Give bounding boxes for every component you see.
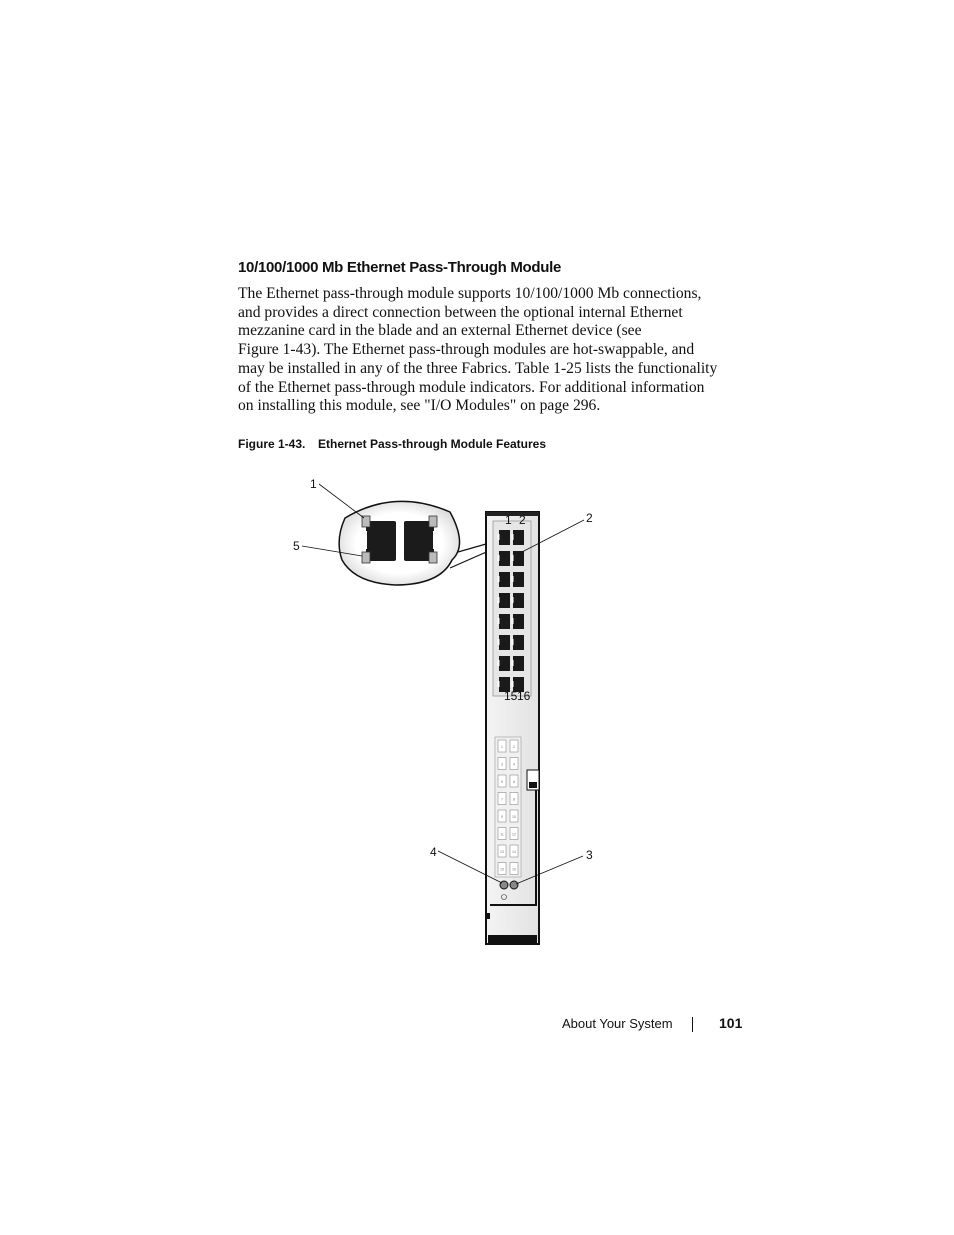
- callout-3: 3: [586, 848, 593, 862]
- status-indicator-icon: [510, 881, 518, 889]
- page-number: 101: [719, 1015, 743, 1031]
- rj45-port-enlarged: [366, 521, 396, 561]
- rj45-port: [499, 593, 510, 608]
- footer-section-title: About Your System: [562, 1016, 673, 1031]
- rj45-port: [513, 593, 524, 608]
- port-label: 16: [517, 689, 531, 703]
- port-status-led-label: 1: [501, 745, 503, 749]
- callout-1: 1: [310, 477, 317, 491]
- port-notch: [498, 555, 500, 561]
- section-heading: 10/100/1000 Mb Ethernet Pass-Through Module: [238, 259, 562, 276]
- rj45-port: [513, 614, 524, 629]
- port-status-led-label: 6: [513, 780, 515, 784]
- port-status-led-panel: [495, 737, 521, 877]
- rj45-port: [499, 656, 510, 671]
- port-notch: [512, 576, 514, 582]
- port-status-led-label: 9: [501, 815, 503, 819]
- rj45-port: [513, 551, 524, 566]
- rj45-port: [499, 614, 510, 629]
- rj45-port: [499, 635, 510, 650]
- port-label: 1: [505, 513, 512, 527]
- port-status-led-label: 12: [512, 832, 516, 837]
- port-notch: [498, 618, 500, 624]
- callout-2: 2: [586, 511, 593, 525]
- rj45-port: [513, 572, 524, 587]
- paragraph-line: may be installed in any of the three Fabrics. Table 1-25 lists the functionality: [238, 359, 718, 377]
- paragraph-line: mezzanine card in the blade and an external Ethernet device (see: [238, 322, 642, 340]
- paragraph-line: Figure 1-43). The Ethernet pass-through modules are hot-swappable, and: [238, 341, 695, 359]
- footer-divider: [692, 1017, 693, 1032]
- port-label: 2: [519, 513, 526, 527]
- callout-4: 4: [430, 845, 437, 859]
- port-status-led-label: 15: [500, 867, 504, 872]
- callout-5: 5: [293, 539, 300, 553]
- rj45-port: [513, 656, 524, 671]
- activity-led-icon: [362, 552, 370, 563]
- port-label: 15: [504, 689, 518, 703]
- port-notch: [512, 534, 514, 540]
- paragraph-line: and provides a direct connection between the optional internal Ethernet: [238, 303, 683, 321]
- port-status-led-label: 5: [501, 780, 503, 784]
- port-status-led-label: 2: [513, 745, 515, 749]
- port-status-led-label: 11: [500, 832, 504, 837]
- port-status-led-label: 10: [512, 815, 516, 819]
- port-notch: [512, 555, 514, 561]
- paragraph-line: on installing this module, see "I/O Modules" on page 296.: [238, 397, 601, 415]
- port-status-led-label: 14: [512, 850, 516, 854]
- paragraph-line: of the Ethernet pass-through module indicators. For additional information: [238, 378, 705, 396]
- port-status-led-label: 13: [500, 850, 504, 854]
- rj45-port: [499, 530, 510, 545]
- port-status-led-label: 7: [501, 797, 503, 802]
- port-notch: [498, 534, 500, 540]
- figure-number: Figure 1-43.: [238, 437, 306, 451]
- link-led-icon: [429, 516, 437, 527]
- port-notch: [512, 618, 514, 624]
- port-zoom-detail: [339, 501, 500, 585]
- figure-title: Ethernet Pass-through Module Features: [318, 437, 547, 451]
- rj45-port: [513, 635, 524, 650]
- port-notch: [512, 639, 514, 645]
- port-notch: [498, 576, 500, 582]
- port-notch: [512, 660, 514, 666]
- activity-led-icon: [429, 552, 437, 563]
- port-notch: [498, 639, 500, 645]
- port-notch: [512, 681, 514, 687]
- port-status-led-label: 3: [501, 762, 503, 767]
- port-notch: [498, 660, 500, 666]
- port-notch: [498, 597, 500, 603]
- rj45-port: [499, 551, 510, 566]
- paragraph-line: The Ethernet pass-through module supports 10/100/1000 Mb connections,: [238, 285, 702, 302]
- port-status-led-label: 16: [512, 867, 516, 872]
- port-status-led-label: 8: [513, 797, 515, 802]
- port-notch: [498, 681, 500, 687]
- port-status-led-label: 4: [513, 762, 515, 767]
- rj45-port: [499, 572, 510, 587]
- port-notch: [512, 597, 514, 603]
- rj45-port: [513, 530, 524, 545]
